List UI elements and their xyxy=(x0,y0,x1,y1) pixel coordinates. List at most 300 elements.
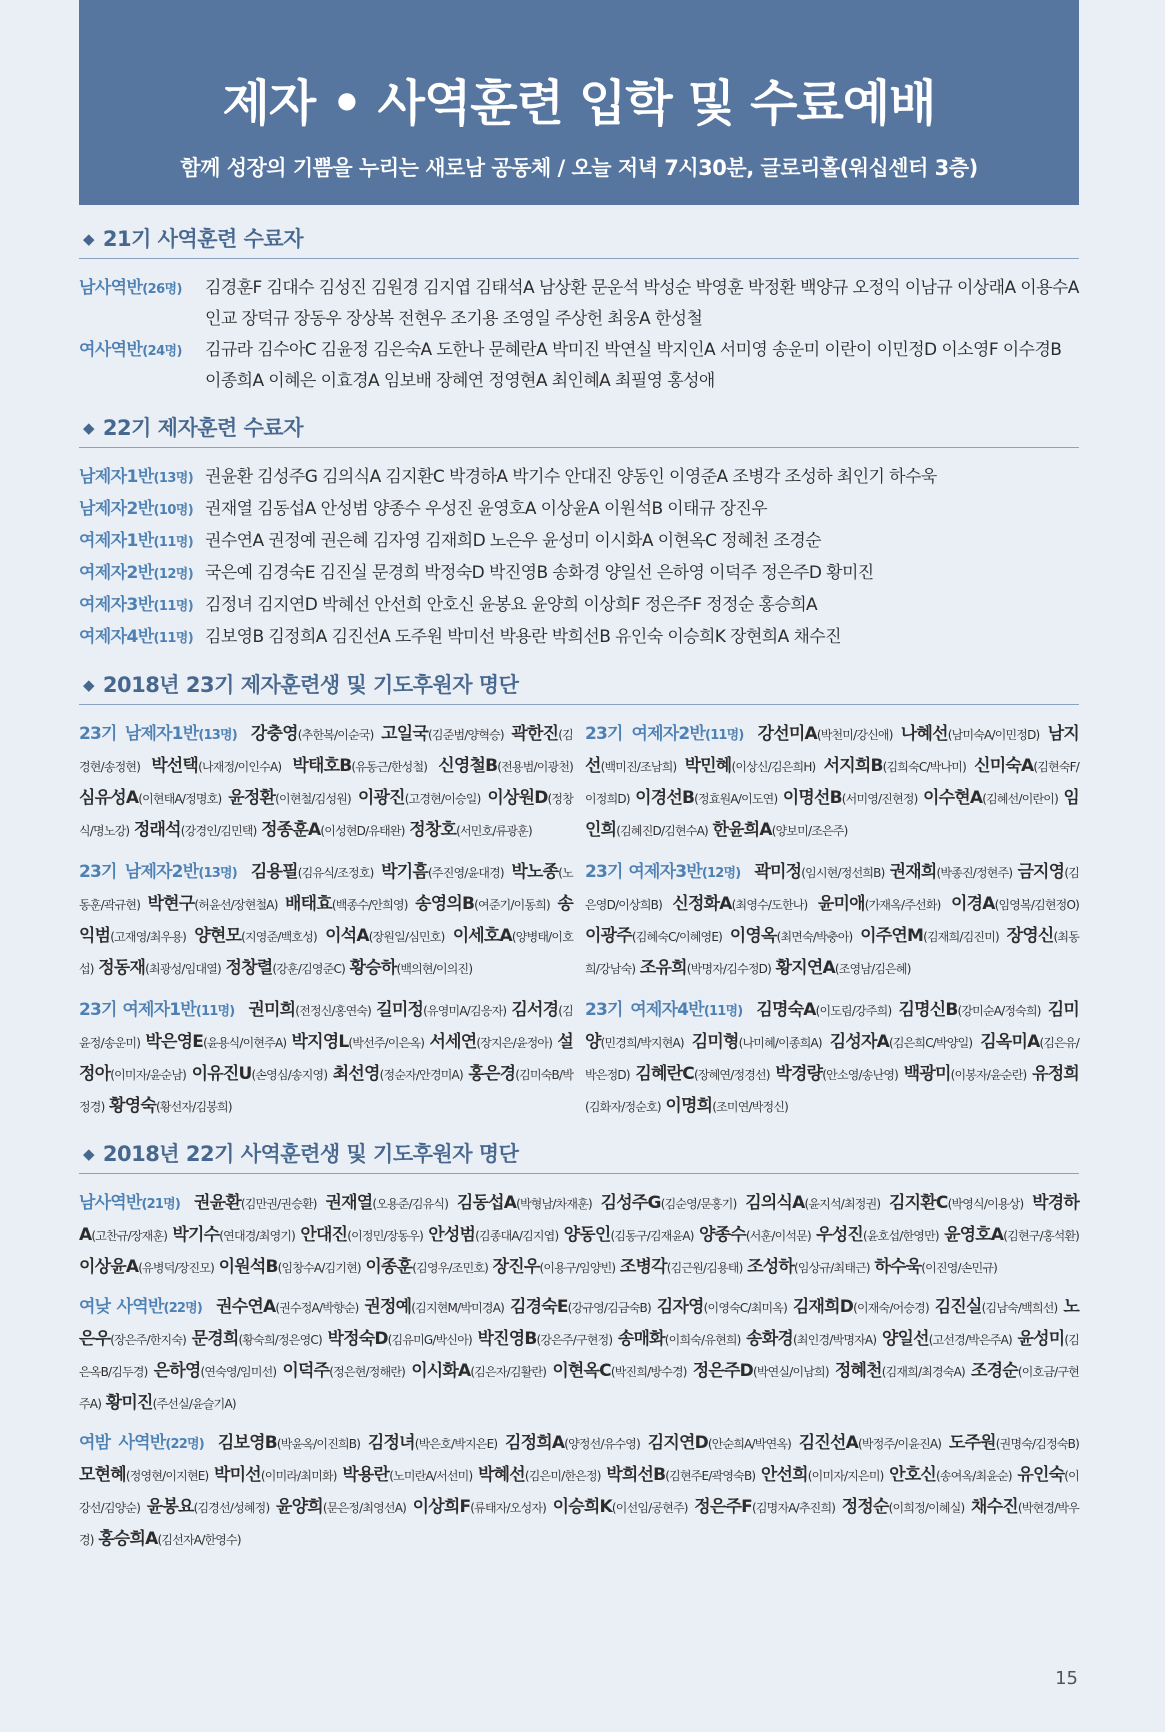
group-name: 여밤 사역반 xyxy=(79,1433,166,1453)
group-name: 23기 여제자1반 xyxy=(79,1000,196,1020)
prayer-supporters: (윤지석/최정권) xyxy=(804,1197,881,1211)
prayer-supporters: (박영식/이용상) xyxy=(947,1197,1024,1211)
trainee-name: 조성하 xyxy=(747,1257,795,1277)
class-name: 남제자1반 xyxy=(79,467,154,487)
prayer-supporters: (이성현D/유태완) xyxy=(320,824,405,838)
prayer-supporters: (박현경/박우경) xyxy=(79,1501,1079,1547)
prayer-supporters: (김유미G/박신아) xyxy=(387,1333,472,1347)
prayer-supporters: (황선자/김봉희) xyxy=(155,1100,232,1114)
trainee-name: 강충영 xyxy=(250,724,298,744)
trainee-name: 이경A xyxy=(950,894,995,914)
prayer-supporters: (이봉자/윤순란) xyxy=(950,1068,1027,1082)
prayer-supporters: (최동희/강남숙) xyxy=(585,930,1079,976)
trainee-name: 송화경 xyxy=(746,1329,794,1349)
trainee-entry xyxy=(699,1225,811,1245)
prayer-supporters: (유영미A/김응자) xyxy=(423,1004,507,1018)
trainee-entry xyxy=(98,958,221,978)
trainee-entry xyxy=(364,1297,504,1317)
trainee-name: 윤영호A xyxy=(944,1225,1004,1245)
prayer-supporters: (정순자/안경미A) xyxy=(379,1068,463,1082)
group-name: 23기 남제자2반 xyxy=(79,862,199,882)
class-label xyxy=(79,335,205,397)
trainee-entry xyxy=(648,1433,791,1453)
class-name: 여제자1반 xyxy=(79,531,154,551)
trainee-name: 김서경 xyxy=(511,1000,559,1020)
trainee-name: 양종수 xyxy=(698,1225,746,1245)
trainee-entry xyxy=(657,1297,787,1317)
section-heading-23-disciples-2018: ◆ 2018년 23기 제자훈련생 및 기도후원자 명단 xyxy=(79,672,1079,705)
member-names: 권수연A 권정예 권은혜 김자영 김재희D 노은우 윤성미 이시화A 이현옥C 정혜천 조경순 xyxy=(205,531,821,551)
prayer-supporters: (강경인/김민택) xyxy=(180,824,257,838)
prayer-supporters: (김남숙/백희선) xyxy=(981,1301,1058,1315)
class-label xyxy=(79,494,205,526)
trainee-name: 김보영B xyxy=(217,1433,277,1453)
prayer-supporters: (연대경/최영기) xyxy=(219,1229,296,1243)
trainee-name: 서세연 xyxy=(429,1032,477,1052)
prayer-supporters: (김혜숙C/이혜영E) xyxy=(631,930,722,944)
prayer-supporters: (이영숙C/최미옥) xyxy=(703,1301,787,1315)
trainee-name: 정종훈A xyxy=(261,820,321,840)
roster-row xyxy=(79,590,1079,622)
section-heading-21-ministry: ◆ 21기 사역훈련 수료자 xyxy=(79,226,1079,259)
trainee-group xyxy=(79,1188,1079,1284)
class-name: 여제자2반 xyxy=(79,563,154,583)
trainee-name: 김미양 xyxy=(585,1000,1079,1052)
prayer-supporters: (김지현M/박미경A) xyxy=(411,1301,505,1315)
trainee-name: 권미희 xyxy=(248,1000,296,1020)
trainee-name: 김지환C xyxy=(889,1193,948,1213)
trainee-name: 이명희 xyxy=(665,1096,713,1116)
trainee-name: 조경순 xyxy=(971,1361,1018,1381)
trainee-entry xyxy=(712,820,847,840)
prayer-supporters: (권수정A/박향순) xyxy=(275,1301,359,1315)
trainee-group xyxy=(79,995,573,1123)
trainee-name: 정은주F xyxy=(694,1497,752,1517)
prayer-supporters: (양정선/유수영) xyxy=(564,1437,640,1451)
class-count: (11명) xyxy=(153,535,194,550)
class-count: (26명) xyxy=(142,282,182,297)
prayer-supporters: (노미란A/서선미) xyxy=(389,1469,473,1483)
trainee-name: 박노종 xyxy=(511,862,559,882)
prayer-supporters: (강규영/김금숙B) xyxy=(567,1301,651,1315)
prayer-supporters: (김희숙C/박나미) xyxy=(882,760,966,774)
trainee-name: 이경선B xyxy=(635,788,695,808)
trainee-entry xyxy=(365,1257,488,1277)
prayer-supporters: (김현주E/곽영숙B) xyxy=(665,1469,756,1483)
trainee-entry xyxy=(874,1257,997,1277)
group-label xyxy=(79,1297,202,1317)
group-count: (13명) xyxy=(198,866,237,881)
trainee-name: 박지영L xyxy=(291,1032,349,1052)
trainee-name: 박선택 xyxy=(151,756,199,776)
trainee-entry xyxy=(758,724,893,744)
prayer-supporters: (김혜선/이란이) xyxy=(982,792,1058,806)
prayer-supporters: (김순영/문홍기) xyxy=(660,1197,737,1211)
trainee-name: 권윤환 xyxy=(194,1193,241,1213)
member-names: 김경훈F 김대수 김성진 김원경 김지엽 김태석A 남상환 문운석 박성순 박영훈 박정환 백양규 오정익 이남규 이상래A 이용수A 인교 장덕규 장동우 장상복 전현우 조기용 조영일 주상헌 최웅A 한성철 xyxy=(205,278,1079,329)
trainee-name: 이석A xyxy=(325,926,369,946)
prayer-supporters: (조미연/박정신) xyxy=(712,1100,789,1114)
trainee-name: 김진선A xyxy=(798,1433,859,1453)
prayer-supporters: (전용범/이광천) xyxy=(497,760,574,774)
member-names: 국은예 김경숙E 김진실 문경희 박정숙D 박진영B 송화경 양일선 은하영 이덕주 정은주D 황미진 xyxy=(205,563,874,583)
class-name: 남사역반 xyxy=(79,278,143,298)
trainee-entry xyxy=(775,1064,898,1084)
prayer-supporters: (가재옥/주선화) xyxy=(864,898,941,912)
prayer-supporters: (박천미/강신애) xyxy=(816,728,893,742)
trainee-name: 양일선 xyxy=(881,1329,929,1349)
trainee-name: 이유진U xyxy=(191,1064,252,1084)
prayer-supporters: (김명자A/추진희) xyxy=(751,1501,836,1515)
trainee-name: 김명숙A xyxy=(756,1000,816,1020)
trainee-name: 황미진 xyxy=(105,1393,153,1413)
member-names: 권윤환 김성주G 김의식A 김지환C 박경하A 박기수 안대진 양동인 이영준A 조병각 조성하 최인기 하수욱 xyxy=(205,467,937,487)
class-label xyxy=(79,622,205,654)
trainee-name: 이세호A xyxy=(452,926,512,946)
section-heading-22-ministry-2018: ◆ 2018년 22기 사역훈련생 및 기도후원자 명단 xyxy=(79,1141,1079,1174)
trainee-name: 박희선B xyxy=(606,1465,666,1485)
prayer-supporters: (임시현/정선희B) xyxy=(801,866,885,880)
prayer-supporters: (임영복/김현정O) xyxy=(994,898,1079,912)
trainee-name: 이덕주 xyxy=(282,1361,330,1381)
trainee-entry xyxy=(505,1433,640,1453)
prayer-supporters: (여준기/이동희) xyxy=(474,898,550,912)
trainee-group xyxy=(79,719,573,847)
trainee-entry xyxy=(949,1433,1079,1453)
trainee-entry xyxy=(415,894,550,914)
prayer-supporters: (백미진/조남희) xyxy=(600,760,677,774)
trainee-name: 윤봉요 xyxy=(146,1497,194,1517)
trainee-entry xyxy=(147,1497,270,1517)
trainee-entry xyxy=(672,894,807,914)
trainee-name: 배태효 xyxy=(285,894,332,914)
prayer-supporters: (이미라/최미화) xyxy=(260,1469,337,1483)
trainee-entry xyxy=(381,724,504,744)
trainee-entry xyxy=(413,1497,546,1517)
prayer-supporters: (이용구/임양빈) xyxy=(539,1261,616,1275)
trainee-name: 권정예 xyxy=(364,1297,412,1317)
prayer-supporters: (민경희/박지현A) xyxy=(600,1036,684,1050)
trainee-name: 박진영B xyxy=(477,1329,537,1349)
trainee-entry xyxy=(553,1497,688,1517)
trainee-name: 박기수 xyxy=(172,1225,220,1245)
prayer-supporters: (백의현/이의진) xyxy=(396,962,473,976)
trainee-name: 조병각 xyxy=(619,1257,667,1277)
class-count: (10명) xyxy=(153,503,194,518)
trainee-name: 신미숙A xyxy=(974,756,1034,776)
trainee-entry xyxy=(564,1225,694,1245)
trainee-entry xyxy=(248,1000,371,1020)
prayer-supporters: (박형남/차재훈) xyxy=(516,1197,592,1211)
class-name: 남제자2반 xyxy=(79,499,154,519)
trainee-entry xyxy=(409,820,532,840)
prayer-supporters: (안순희A/박연옥) xyxy=(707,1437,792,1451)
trainee-entry xyxy=(746,1329,876,1349)
trainee-group xyxy=(585,995,1079,1123)
trainee-name: 박혜선 xyxy=(477,1465,525,1485)
trainee-group xyxy=(79,1428,1079,1556)
trainee-name: 안호신 xyxy=(889,1465,937,1485)
group-count: (13명) xyxy=(198,728,237,743)
trainee-name: 안선희 xyxy=(760,1465,808,1485)
trainee-entry xyxy=(376,1000,506,1020)
trainee-name: 이현옥C xyxy=(552,1361,611,1381)
prayer-supporters: (박종진/정현주) xyxy=(936,866,1013,880)
trainee-name: 김경숙E xyxy=(509,1297,568,1317)
trainee-name: 권재희 xyxy=(889,862,937,882)
trainee-name: 이상희F xyxy=(412,1497,471,1517)
header-banner xyxy=(79,0,1079,205)
prayer-supporters: (이현철/김성원) xyxy=(275,792,351,806)
trainee-entry xyxy=(148,894,278,914)
prayer-supporters: (김근원/김용태) xyxy=(666,1261,743,1275)
roster-row xyxy=(79,526,1079,558)
class-label xyxy=(79,558,205,590)
group-count: (22명) xyxy=(163,1301,203,1316)
trainee-entry xyxy=(818,894,941,914)
trainee-name: 이승희K xyxy=(552,1497,612,1517)
trainee-name: 이상윤A xyxy=(79,1257,139,1277)
trainee-name: 정은주D xyxy=(692,1361,753,1381)
prayer-supporters: (양병태/이호섭) xyxy=(79,930,574,976)
trainee-entry xyxy=(824,756,966,776)
trainee-entry xyxy=(889,1193,1023,1213)
trainee-name: 이상원D xyxy=(487,788,548,808)
group-count: (11명) xyxy=(703,1004,743,1019)
right-column xyxy=(585,719,1079,1123)
trainee-entry xyxy=(635,1064,769,1084)
prayer-supporters: (최영수/도한나) xyxy=(731,898,808,912)
group-name: 23기 남제자1반 xyxy=(79,724,199,744)
trainee-name: 우성진 xyxy=(816,1225,863,1245)
trainee-name: 유인숙 xyxy=(1017,1465,1065,1485)
trainee-name: 김미형 xyxy=(691,1032,739,1052)
page-number: 15 xyxy=(1055,1668,1078,1689)
trainee-name: 설정아 xyxy=(79,1032,574,1084)
trainee-entry xyxy=(618,1329,741,1349)
prayer-supporters: (양보미/조은주) xyxy=(771,824,848,838)
prayer-supporters: (최광성/임대열) xyxy=(145,962,221,976)
prayer-supporters: (권명숙/김정숙B) xyxy=(995,1437,1079,1451)
trainee-entry xyxy=(606,1465,755,1485)
prayer-supporters: (남미숙A/이민정D) xyxy=(947,728,1040,742)
prayer-supporters: (박진희/방수경) xyxy=(610,1365,687,1379)
prayer-supporters: (박정주/이윤진A) xyxy=(858,1437,942,1451)
prayer-supporters: (박윤옥/이진희B) xyxy=(276,1437,361,1451)
prayer-supporters: (고경현/이승일) xyxy=(404,792,481,806)
trainee-entry xyxy=(694,1497,835,1517)
prayer-supporters: (이선임/공현주) xyxy=(611,1501,688,1515)
prayer-supporters: (김은영D/이상희B) xyxy=(585,866,1079,912)
trainee-name: 남지선 xyxy=(585,724,1079,776)
prayer-supporters: (안소영/송난영) xyxy=(822,1068,899,1082)
trainee-name: 정혜천 xyxy=(834,1361,882,1381)
section-heading-22-discipleship: ◆ 22기 제자훈련 수료자 xyxy=(79,415,1079,448)
prayer-supporters: (주선실/윤슬기A) xyxy=(152,1397,236,1411)
prayer-supporters: (김은유/박은정D) xyxy=(585,1036,1079,1082)
class-count: (11명) xyxy=(153,631,194,646)
trainee-entry xyxy=(381,862,504,882)
trainee-name: 안대진 xyxy=(300,1225,348,1245)
group-label xyxy=(79,862,237,882)
trainee-entry xyxy=(282,1361,405,1381)
trainee-name: 곽미정 xyxy=(754,862,802,882)
prayer-supporters: (김재희/최경숙A) xyxy=(881,1365,965,1379)
trainee-name: 이명선B xyxy=(782,788,842,808)
trainee-entry xyxy=(154,1361,277,1381)
prayer-supporters: (고재영/최우용) xyxy=(110,930,187,944)
trainee-entry xyxy=(585,926,722,946)
group-label xyxy=(585,724,744,744)
prayer-supporters: (이상신/김은희H) xyxy=(731,760,816,774)
prayer-supporters: (강미순A/정숙희) xyxy=(957,1004,1041,1018)
trainee-name: 홍은경 xyxy=(468,1064,516,1084)
trainee-name: 김지연D xyxy=(647,1433,708,1453)
prayer-supporters: (이정민/장동우) xyxy=(347,1229,423,1243)
diamond-bullet-icon: ◆ xyxy=(83,419,95,437)
trainee-name: 정래석 xyxy=(133,820,181,840)
trainee-name: 김옥미A xyxy=(980,1032,1040,1052)
prayer-supporters: (이미자/지은미) xyxy=(807,1469,884,1483)
prayer-supporters: (김현구/홍석환) xyxy=(1003,1229,1080,1243)
prayer-supporters: (김경선/성혜정) xyxy=(193,1501,270,1515)
trainee-name: 송익범 xyxy=(79,894,574,946)
trainee-entry xyxy=(776,958,911,978)
prayer-supporters: (김미숙B/박정경) xyxy=(79,1068,573,1114)
trainee-entry xyxy=(79,788,221,808)
prayer-supporters: (이강선/김양순) xyxy=(79,1469,1079,1515)
trainee-name: 이주연M xyxy=(860,926,924,946)
group-name: 23기 여제자2반 xyxy=(585,724,706,744)
prayer-supporters: (조영남/김은혜) xyxy=(834,962,911,976)
trainee-name: 박태호B xyxy=(292,756,352,776)
trainee-name: 박민혜 xyxy=(684,756,732,776)
group-label xyxy=(79,1433,204,1453)
class-count: (12명) xyxy=(153,567,194,582)
trainee-entry xyxy=(194,1193,317,1213)
trainee-name: 김명신B xyxy=(898,1000,958,1020)
trainee-name: 신영철B xyxy=(438,756,498,776)
trainee-entry xyxy=(219,1257,361,1277)
roster-row xyxy=(79,494,1079,526)
trainee-name: 김성자A xyxy=(829,1032,889,1052)
trainee-name: 권수연A xyxy=(216,1297,276,1317)
trainee-name: 정창렬 xyxy=(225,958,273,978)
prayer-supporters: (장은주/한지숙) xyxy=(110,1333,187,1347)
prayer-supporters: (김은자/김활란) xyxy=(470,1365,547,1379)
class-name: 여사역반 xyxy=(79,340,143,360)
trainee-entry xyxy=(944,1225,1079,1245)
group-count: (21명) xyxy=(141,1197,181,1212)
trainee-name: 송매화 xyxy=(617,1329,665,1349)
trainee-name: 서지희B xyxy=(823,756,883,776)
trainee-entry xyxy=(601,1193,737,1213)
trainee-entry xyxy=(251,724,374,744)
trainee-name: 박경량 xyxy=(775,1064,823,1084)
section-22-discipleship-list xyxy=(79,462,1079,654)
trainee-name: 나혜선 xyxy=(900,724,948,744)
member-names: 권재열 김동섭A 안성범 양종수 우성진 윤영호A 이상윤A 이원석B 이태규 장진우 xyxy=(205,499,768,519)
trainee-name: 노은우 xyxy=(79,1297,1079,1349)
trainee-entry xyxy=(890,862,1013,882)
trainee-name: 홍승희A xyxy=(98,1529,158,1549)
member-names: 김보영B 김정희A 김진선A 도주원 박미선 박용란 박희선B 유인숙 이승희K 장현희A 채수진 xyxy=(205,627,841,647)
prayer-supporters: (김만권/권승환) xyxy=(240,1197,317,1211)
prayer-supporters: (김은희C/박양일) xyxy=(888,1036,973,1050)
roster-row xyxy=(79,335,1079,397)
prayer-supporters: (허윤선/장현철A) xyxy=(194,898,278,912)
prayer-supporters: (김경현/송정현) xyxy=(79,728,573,774)
trainee-entry xyxy=(761,1465,884,1485)
prayer-supporters: (정효원A/이도연) xyxy=(694,792,778,806)
trainee-name: 김자영 xyxy=(656,1297,704,1317)
prayer-supporters: (김혜진D/김현수A) xyxy=(616,824,708,838)
prayer-supporters: (전정신/홍연숙) xyxy=(295,1004,372,1018)
page-title: 제자 • 사역훈련 입학 및 수료예배 xyxy=(222,75,936,132)
group-label xyxy=(79,1000,234,1020)
trainee-name: 임인희 xyxy=(585,788,1080,840)
trainee-entry xyxy=(816,1225,939,1245)
group-count: (11명) xyxy=(195,1004,235,1019)
trainee-name: 안성범 xyxy=(428,1225,476,1245)
group-name: 23기 여제자4반 xyxy=(585,1000,704,1020)
trainee-name: 신정화A xyxy=(672,894,732,914)
trainee-entry xyxy=(428,1225,558,1245)
prayer-supporters: (장지은/윤정아) xyxy=(476,1036,553,1050)
trainee-group xyxy=(585,719,1079,847)
trainee-entry xyxy=(300,1225,423,1245)
trainee-name: 박기흠 xyxy=(381,862,429,882)
trainee-entry xyxy=(79,1257,214,1277)
trainee-entry xyxy=(228,788,351,808)
trainee-name: 이영옥 xyxy=(729,926,777,946)
trainee-entry xyxy=(830,1032,973,1052)
class-name: 여제자3반 xyxy=(79,595,154,615)
trainee-name: 김진실 xyxy=(934,1297,982,1317)
trainee-entry xyxy=(109,1096,232,1116)
trainee-entry xyxy=(730,926,853,946)
class-label xyxy=(79,462,205,494)
roster-row xyxy=(79,273,1079,335)
trainee-name: 은하영 xyxy=(153,1361,201,1381)
prayer-supporters: (이현태A/정명호) xyxy=(138,792,222,806)
trainee-name: 박경하A xyxy=(79,1193,1079,1245)
trainee-name: 이광주 xyxy=(585,926,632,946)
trainee-entry xyxy=(327,1329,471,1349)
trainee-name: 박은영E xyxy=(145,1032,204,1052)
trainee-name: 윤미애 xyxy=(817,894,865,914)
trainee-entry xyxy=(904,1064,1027,1084)
prayer-supporters: (김선자A/한영수) xyxy=(157,1533,241,1547)
trainee-entry xyxy=(747,1257,870,1277)
trainee-name: 정창호 xyxy=(409,820,457,840)
trainee-entry xyxy=(635,788,777,808)
trainee-name: 황승하 xyxy=(349,958,397,978)
prayer-supporters: (고선경/박은주A) xyxy=(928,1333,1012,1347)
trainee-entry xyxy=(835,1361,965,1381)
trainee-entry xyxy=(251,862,374,882)
trainee-entry xyxy=(106,1393,236,1413)
prayer-supporters: (황숙희/정은영C) xyxy=(238,1333,322,1347)
trainee-name: 양현모 xyxy=(194,926,242,946)
trainee-entry xyxy=(783,788,918,808)
trainee-entry xyxy=(756,1000,891,1020)
group-count: (22명) xyxy=(165,1437,204,1452)
trainee-entry xyxy=(692,1032,822,1052)
trainee-entry xyxy=(192,1329,322,1349)
class-name: 여제자4반 xyxy=(79,627,154,647)
trainee-name: 최선영 xyxy=(332,1064,380,1084)
